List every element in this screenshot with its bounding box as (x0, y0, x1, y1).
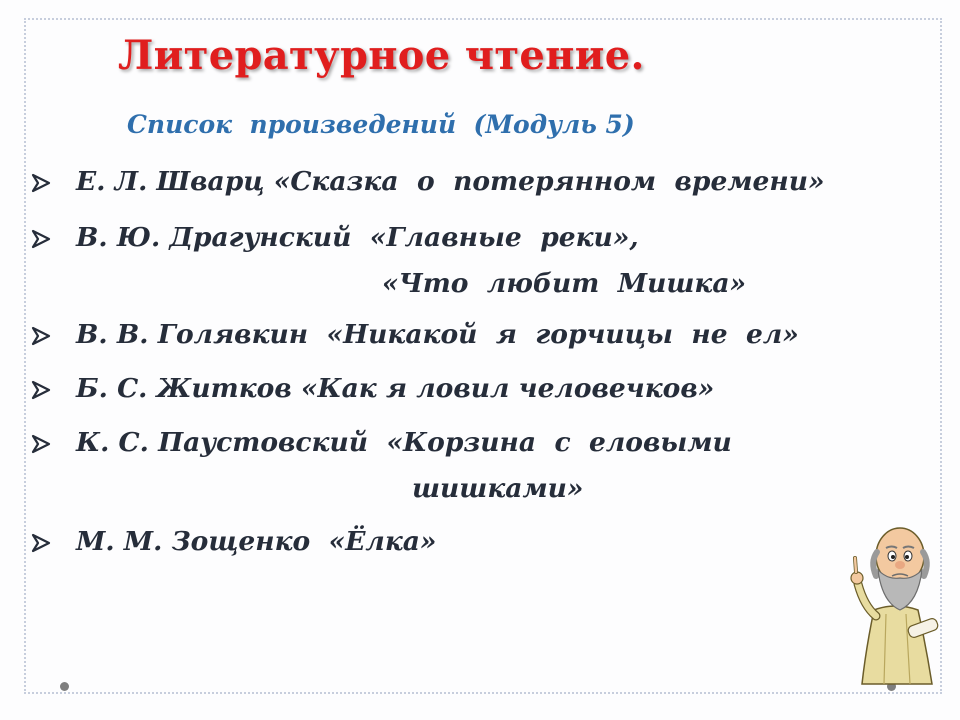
list-item-text: В. В. Голявкин «Никакой я горчицы не ел» (76, 319, 799, 350)
list-item-text: М. М. Зощенко «Ёлка» (76, 526, 437, 557)
slide-subtitle: Список произведений (Модуль 5) (127, 110, 635, 139)
arrow-bullet-icon (30, 172, 52, 194)
arrow-bullet-icon (30, 325, 52, 347)
arrow-bullet-icon (30, 228, 52, 250)
list-item-text: Б. С. Житков «Как я ловил человечков» (76, 373, 715, 404)
list-item-text: Е. Л. Шварц «Сказка о потерянном времени» (76, 166, 825, 197)
arrow-bullet-icon (30, 379, 52, 401)
list-item-text: В. Ю. Драгунский «Главные реки», (76, 222, 639, 253)
list-item-text-continued: «Что любит Мишка» (382, 268, 747, 299)
corner-dot-left (60, 682, 69, 691)
arrow-bullet-icon (30, 532, 52, 554)
arrow-bullet-icon (30, 433, 52, 455)
teacher-character-icon (846, 518, 946, 686)
slide-title: Литературное чтение. (118, 32, 645, 79)
list-item-text-continued: шишками» (412, 473, 584, 504)
list-item-text: К. С. Паустовский «Корзина с еловыми (76, 427, 732, 458)
